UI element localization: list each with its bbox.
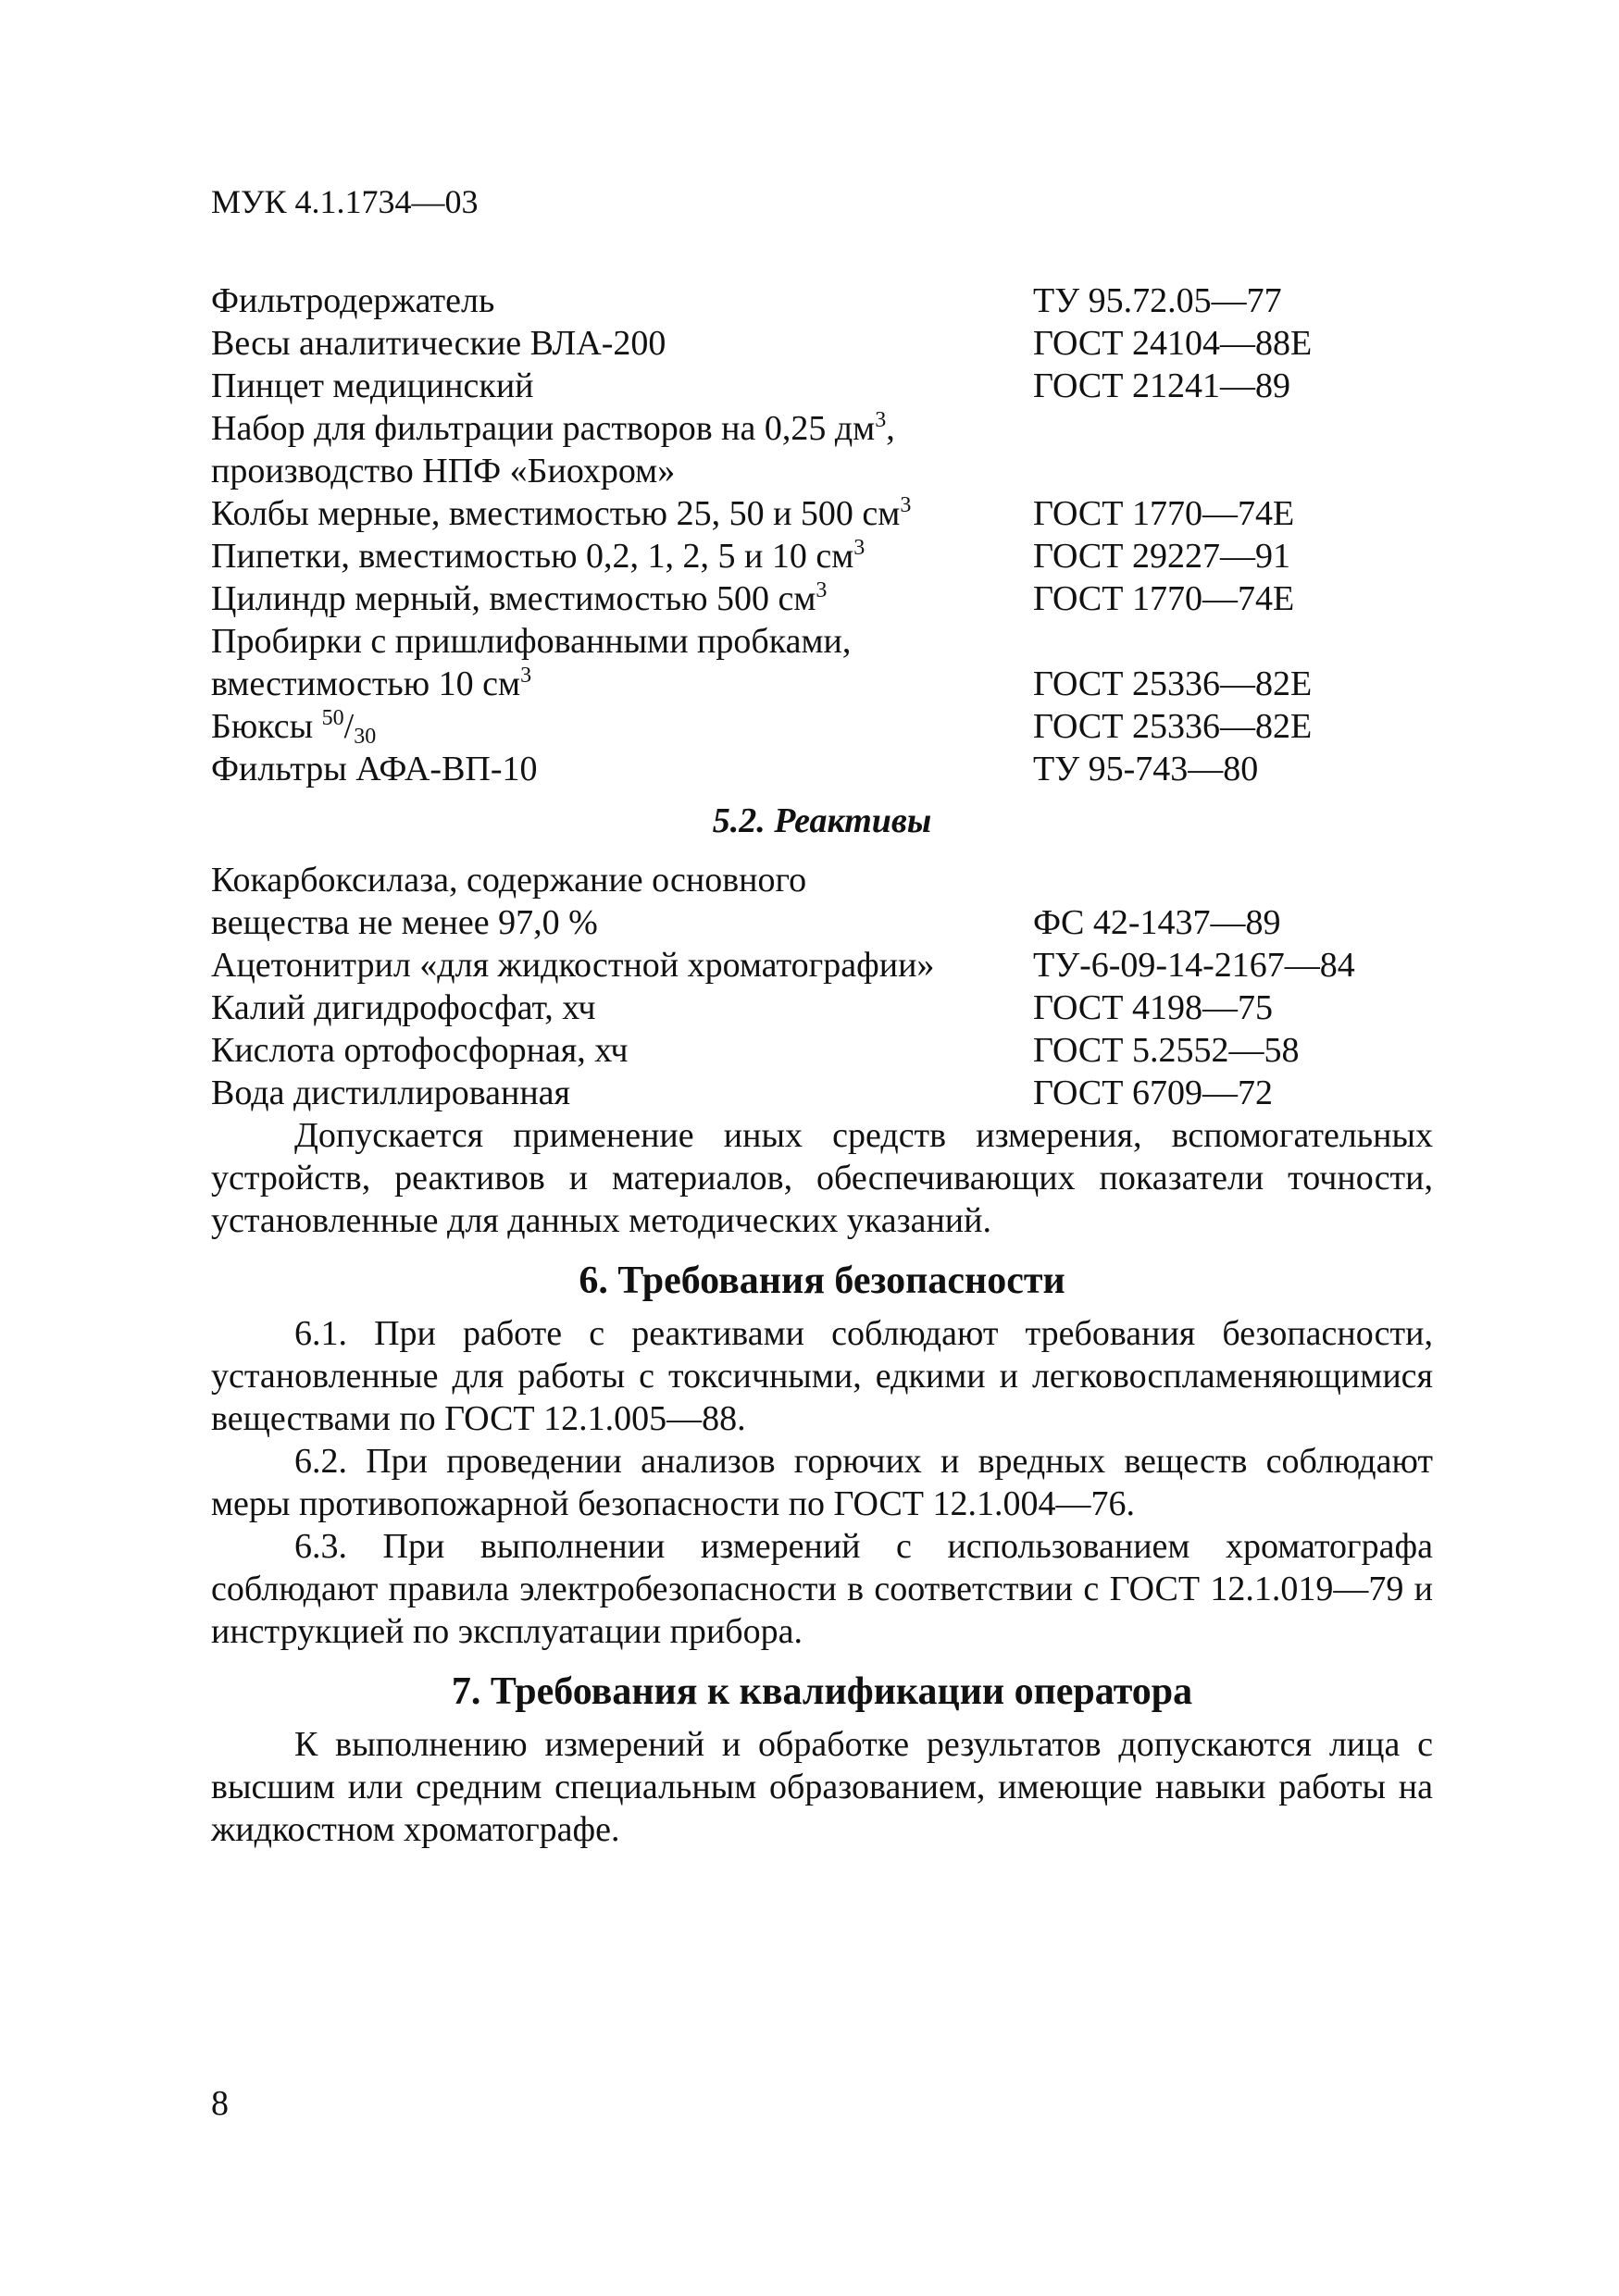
fraction-denominator: 30 [354,725,377,749]
equipment-name: Цилиндр мерный, вместимостью 500 см [211,579,816,618]
equipment-row [211,365,1433,407]
section-7-paragraph: К выполнению измерений и обработке результатов допускаются лица с высшим или средним специальным образованием, имеющие навыки работы на жидкостном хроматографе. [211,1725,1433,1849]
fraction-slash: / [343,707,355,746]
superscript: 3 [900,493,912,517]
superscript: 3 [816,578,828,602]
equipment-row [211,663,1433,705]
equipment-standard: ТУ 95.72.05—77 [1033,281,1282,320]
section-7-heading: 7. Требования к квалификации оператора [451,1670,1193,1713]
equipment-standard: ГОСТ 25336—82Е [1033,707,1313,746]
equipment-row [211,620,1433,663]
reagents-note: Допускается применение иных средств измерения, вспомогательных устройств, реактивов и материалов, обеспечивающих показатели точности, установленные для данных методических указаний. [211,1116,1433,1240]
equipment-row [211,535,1433,577]
equipment-standard: ГОСТ 21241—89 [1033,366,1290,405]
reagent-standard: ТУ-6-09-14-2167—84 [1033,946,1355,985]
section-6-heading: 6. Требования безопасности [579,1260,1065,1302]
reagent-name: вещества не менее 97,0 % [211,903,598,942]
reagent-row [211,859,1433,901]
equipment-row [211,492,1433,535]
page-number: 8 [211,2084,229,2123]
equipment-name: вместимостью 10 см [211,664,521,703]
equipment-standard: ГОСТ 1770—74Е [1033,579,1295,618]
section-6-paragraph: 6.1. При работе с реактивами соблюдают требования безопасности, установленные для работы с токсичными, едкими и легковоспламеняющимися веществами по ГОСТ 12.1.005—88. [211,1314,1433,1438]
equipment-standard: ТУ 95-743—80 [1033,750,1259,788]
equipment-row [211,279,1433,322]
equipment-row [211,748,1433,790]
equipment-row [211,322,1433,365]
equipment-row [211,450,1433,492]
equipment-row [211,705,1433,748]
equipment-standard: ГОСТ 1770—74Е [1033,494,1295,533]
superscript: 3 [875,408,887,432]
reagent-name: Вода дистиллированная [211,1074,571,1112]
equipment-standard: ГОСТ 29227—91 [1033,537,1290,576]
reagent-name: Кислота ортофосфорная, хч [211,1031,629,1070]
section-6-paragraph: 6.2. При проведении анализов горючих и вредных веществ соблюдают меры противопожарной безопасности по ГОСТ 12.1.004—76. [211,1442,1433,1523]
equipment-name: Пинцет медицинский [211,366,534,405]
reagent-row [211,987,1433,1029]
equipment-list [211,279,1433,1851]
equipment-name: производство НПФ «Биохром» [211,452,676,490]
reagent-standard: ГОСТ 5.2552—58 [1033,1031,1300,1070]
equipment-name: Колбы мерные, вместимостью 25, 50 и 500 см [211,494,901,533]
equipment-name: Пробирки с пришлифованными пробками, [211,622,852,661]
section-6-paragraph: 6.3. При выполнении измерений с использованием хроматографа соблюдают правила электробезопасности в соответствии с ГОСТ 12.1.019—79 и инструкцией по эксплуатации прибора. [211,1527,1433,1651]
superscript: 3 [853,536,866,560]
equipment-name: Весы аналитические ВЛА-200 [211,324,666,363]
reagents-subtitle: 5.2. Реактивы [712,801,932,840]
doc-code-header: МУК 4.1.1734—03 [211,183,479,220]
reagent-name: Ацетонитрил «для жидкостной хроматографии» [211,946,935,985]
equipment-name: Пипетки, вместимостью 0,2, 1, 2, 5 и 10 см [211,537,854,576]
equipment-standard: ГОСТ 24104—88Е [1033,324,1313,363]
reagent-row [211,1072,1433,1114]
equipment-name: Фильтры АФА-ВП-10 [211,750,538,788]
equipment-name: Бюксы [211,707,322,746]
reagent-row [211,901,1433,944]
reagent-row [211,944,1433,987]
reagent-name: Кокарбоксилаза, содержание основного [211,861,807,900]
reagent-name: Калий дигидрофосфат, хч [211,988,596,1027]
reagent-standard: ФС 42-1437—89 [1033,903,1281,942]
equipment-name: Набор для фильтрации растворов на 0,25 дм [211,409,876,448]
reagent-standard: ГОСТ 6709—72 [1033,1074,1273,1112]
equipment-row [211,407,1433,450]
reagent-standard: ГОСТ 4198—75 [1033,988,1273,1027]
equipment-standard: ГОСТ 25336—82Е [1033,664,1313,703]
equipment-name-tail: , [886,409,895,448]
fraction-numerator: 50 [321,706,344,730]
equipment-row [211,577,1433,620]
superscript: 3 [520,664,532,688]
reagent-row [211,1029,1433,1072]
equipment-name: Фильтродержатель [211,281,495,320]
